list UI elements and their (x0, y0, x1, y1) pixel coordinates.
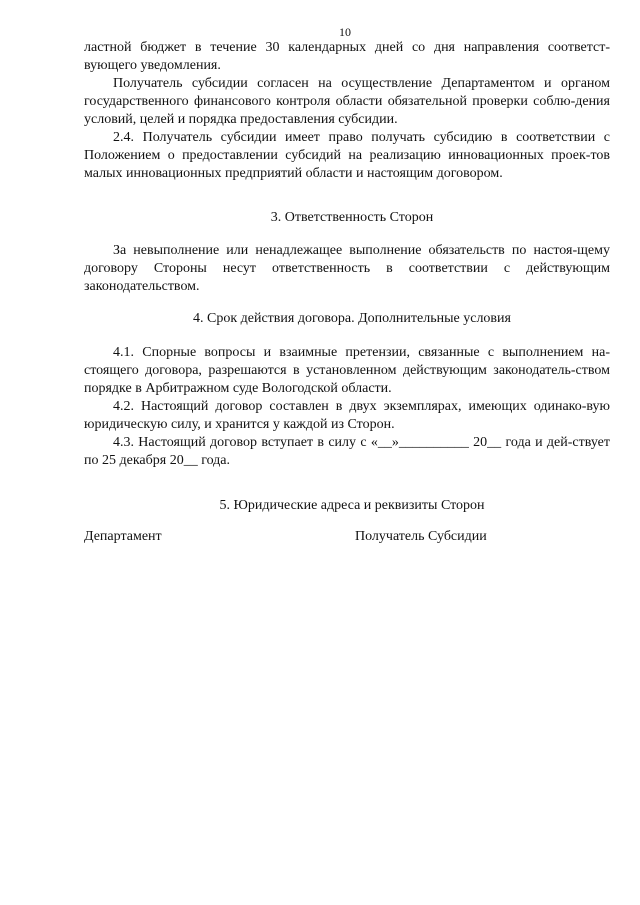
parties-row (84, 528, 610, 546)
section-5-heading: 5. Юридические адреса и реквизиты Сторон (219, 498, 485, 513)
document-body (84, 39, 610, 546)
paragraph-4-2: 4.2. Настоящий договор составлен в двух экземплярах, имеющих одинако-вую юридическую силу, и хранится у каждой из Сторон. (84, 399, 610, 432)
page-number: 10 (339, 25, 351, 39)
paragraph-budget-return: ластной бюджет в течение 30 календарных дней со дня направления соответст-вующего уведомления. (84, 40, 610, 73)
party-department: Департамент (84, 529, 162, 544)
paragraph-2-4: 2.4. Получатель субсидии имеет право получать субсидию в соответствии с Положением о предоставлении субсидий на реализацию инновационных проек-тов малых инновационных предприятий области и настоящим договором. (84, 130, 610, 181)
paragraph-responsibility: За невыполнение или ненадлежащее выполнение обязательств по настоя-щему договору Стороны несут ответственность в соответствии с действующим законодательством. (84, 243, 610, 294)
paragraph-consent-inspection: Получатель субсидии согласен на осуществление Департаментом и органом государственного финансового контроля области обязательной проверки соблю-дения условий, целей и порядка предоставления субсидии. (84, 76, 610, 127)
paragraph-4-3: 4.3. Настоящий договор вступает в силу с «__»__________ 20__ года и дей-ствует по 25 декабря 20__ года. (84, 435, 610, 468)
section-4-heading: 4. Срок действия договора. Дополнительные условия (193, 311, 511, 326)
party-recipient: Получатель Субсидии (355, 529, 487, 544)
paragraph-4-1: 4.1. Спорные вопросы и взаимные претензии, связанные с выполнением на-стоящего договора, разрешаются в установленном действующим законодатель-ством порядке в Арбитражном суде Вологодской области. (84, 345, 610, 396)
section-3-heading: 3. Ответственность Сторон (270, 210, 434, 225)
